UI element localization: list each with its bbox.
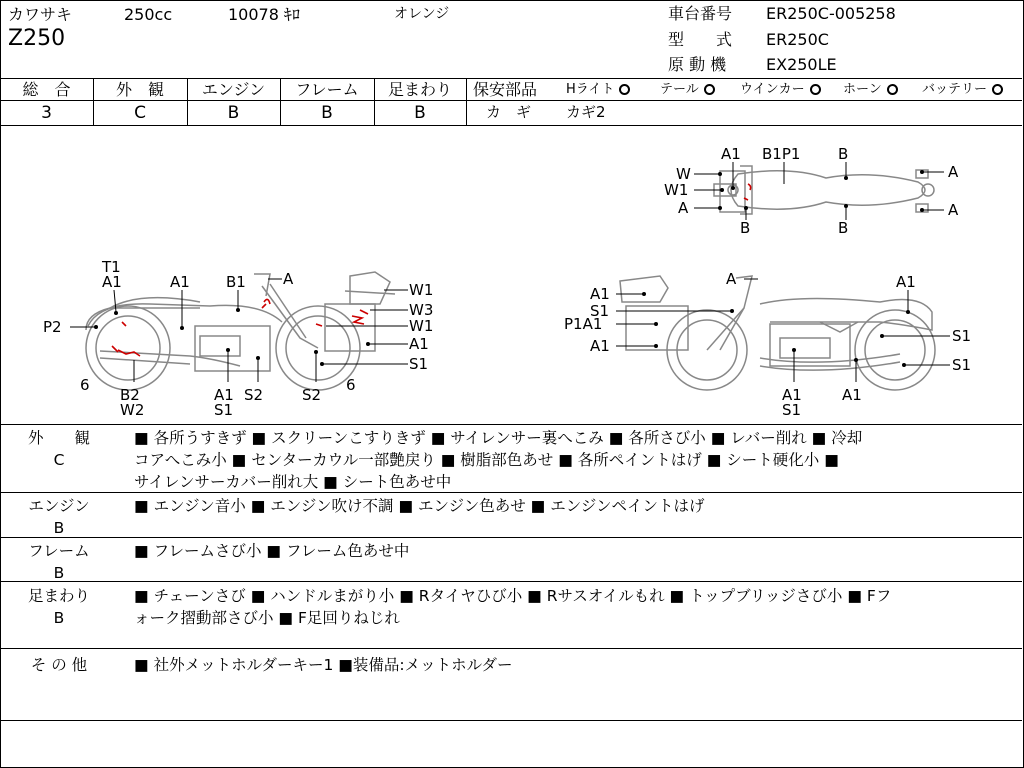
key-value: カギ2 xyxy=(566,103,606,121)
type-label: 型 式 xyxy=(668,30,733,49)
diagram-label: A1 xyxy=(170,273,190,291)
ok-circle-icon xyxy=(992,84,1003,95)
diagram-label: B xyxy=(838,145,849,163)
diagram-label: A1 xyxy=(590,285,610,303)
damage-mark xyxy=(122,322,126,326)
diagram-label: A1 xyxy=(590,337,610,355)
diagram-label: P2 xyxy=(43,318,62,336)
remark-text-exterior: ■ 各所うすきず ■ スクリーンこすりきず ■ サイレンサー裏へこみ ■ 各所さび小 ■ レバー削れ ■ 冷却 コアへこみ小 ■ センターカウル一部艶戻り ■ 樹脂部色あせ ■ 各所ペイントはげ ■ シート硬化小 ■ サイレンサーカバー削れ大 ■ シート色あせ中 xyxy=(134,429,863,491)
diagram-label: A1 xyxy=(842,386,862,404)
damage-mark xyxy=(112,346,140,356)
diagram-label: A1 xyxy=(721,145,741,163)
safety-item-tail: テール xyxy=(660,83,715,96)
diagram-label: B1P1 xyxy=(762,145,801,163)
diagram-label: B2 xyxy=(120,386,140,404)
damage-mark xyxy=(316,324,322,326)
mileage: 10078 ｷﾛ xyxy=(228,5,300,24)
maker: カワサキ xyxy=(8,5,73,24)
diagram-label: 6 xyxy=(346,376,356,394)
diagram-label: A xyxy=(678,199,689,217)
safety-label: 保安部品 xyxy=(473,80,538,99)
diagram-label: A1 xyxy=(896,273,916,291)
remark-label-suspension: 足まわり B xyxy=(27,587,90,627)
safety-item-horn: ホーン xyxy=(843,83,898,96)
diagram-label: W1 xyxy=(664,181,689,199)
engine-value: EX250LE xyxy=(766,55,837,74)
diagram-label: A1 xyxy=(102,273,122,291)
grade-value-overall: 3 xyxy=(41,103,52,123)
displacement: 250cc xyxy=(124,5,173,24)
diagram-label: A1 xyxy=(782,386,802,404)
diagram-label: S2 xyxy=(302,386,322,404)
remark-label-other: そ の 他 xyxy=(30,656,88,674)
frame-no: ER250C-005258 xyxy=(766,4,896,23)
color: オレンジ xyxy=(394,6,450,22)
diagram-label: A1 xyxy=(409,335,429,353)
diagram-label: B1 xyxy=(226,273,246,291)
frame-no-label: 車台番号 xyxy=(668,4,733,23)
diagram-label: A xyxy=(283,270,294,288)
safety-item-headlight: Hライト xyxy=(566,83,630,96)
diagram-label: T1 xyxy=(102,258,121,276)
remark-text-suspension: ■ チェーンさび ■ ハンドルまがり小 ■ Rタイヤひび小 ■ Rサスオイルもれ ■ トップブリッジさび小 ■ Fフ ォーク摺動部さび小 ■ F足回りねじれ xyxy=(134,587,892,627)
ok-circle-icon xyxy=(704,84,715,95)
diagram-label: S1 xyxy=(409,355,429,373)
remark-label-exterior: 外 観 C xyxy=(27,429,90,469)
remark-label-engine: エンジン B xyxy=(28,497,90,537)
diagram-label: B xyxy=(838,219,849,237)
grade-label-frame: フレーム xyxy=(295,80,359,99)
diagram-label: S2 xyxy=(244,386,264,404)
ok-circle-icon xyxy=(810,84,821,95)
damage-mark xyxy=(352,310,368,324)
remark-text-frame: ■ フレームさび小 ■ フレーム色あせ中 xyxy=(134,542,410,560)
diagram-label: B xyxy=(740,219,751,237)
diagram-label: S1 xyxy=(782,401,802,419)
ok-circle-icon xyxy=(619,84,630,95)
diagram-label: P1A1 xyxy=(564,315,603,333)
grid-line xyxy=(0,78,1022,79)
safety-item-winker: ウインカー xyxy=(740,83,821,96)
grade-value-frame: B xyxy=(321,103,333,123)
grade-label-suspension: 足まわり xyxy=(387,80,452,99)
grade-value-suspension: B xyxy=(414,103,426,123)
diagram-label: W1 xyxy=(409,281,434,299)
grade-label-exterior: 外 観 xyxy=(115,80,164,99)
diagram-label: W xyxy=(676,165,691,183)
diagram-label: W1 xyxy=(409,317,434,335)
model-name: Z250 xyxy=(8,26,66,51)
diagram-label: S1 xyxy=(952,327,972,345)
grade-value-exterior: C xyxy=(134,103,146,123)
left-leaders xyxy=(70,279,408,382)
diagram-label: A1 xyxy=(214,386,234,404)
diagram-label: W2 xyxy=(120,401,145,419)
key-label: カ ギ xyxy=(486,103,532,121)
damage-diagram xyxy=(0,126,1022,424)
diagram-label: S1 xyxy=(590,302,610,320)
diagram-label: W3 xyxy=(409,301,434,319)
type-value: ER250C xyxy=(766,30,829,49)
engine-label: 原 動 機 xyxy=(668,55,727,74)
safety-item-battery: バッテリー xyxy=(922,83,1003,96)
diagram-label: A xyxy=(948,201,959,219)
diagram-label: S1 xyxy=(952,356,972,374)
remark-label-frame: フレーム B xyxy=(28,542,90,582)
right-side-bike-drawing xyxy=(620,276,935,390)
remark-text-other: ■ 社外メットホルダーキー1 ■装備品:メットホルダー xyxy=(134,656,513,674)
grade-label-engine: エンジン xyxy=(201,80,266,99)
grade-value-engine: B xyxy=(227,103,240,123)
remark-text-engine: ■ エンジン音小 ■ エンジン吹け不調 ■ エンジン色あせ ■ エンジンペイントはげ xyxy=(134,497,705,515)
damage-mark xyxy=(262,299,270,308)
ok-circle-icon xyxy=(887,84,898,95)
diagram-label: S1 xyxy=(214,401,234,419)
diagram-label: A xyxy=(726,270,737,288)
diagram-label: 6 xyxy=(80,376,90,394)
grade-label-overall: 総 合 xyxy=(22,80,71,99)
diagram-label: A xyxy=(948,163,959,181)
